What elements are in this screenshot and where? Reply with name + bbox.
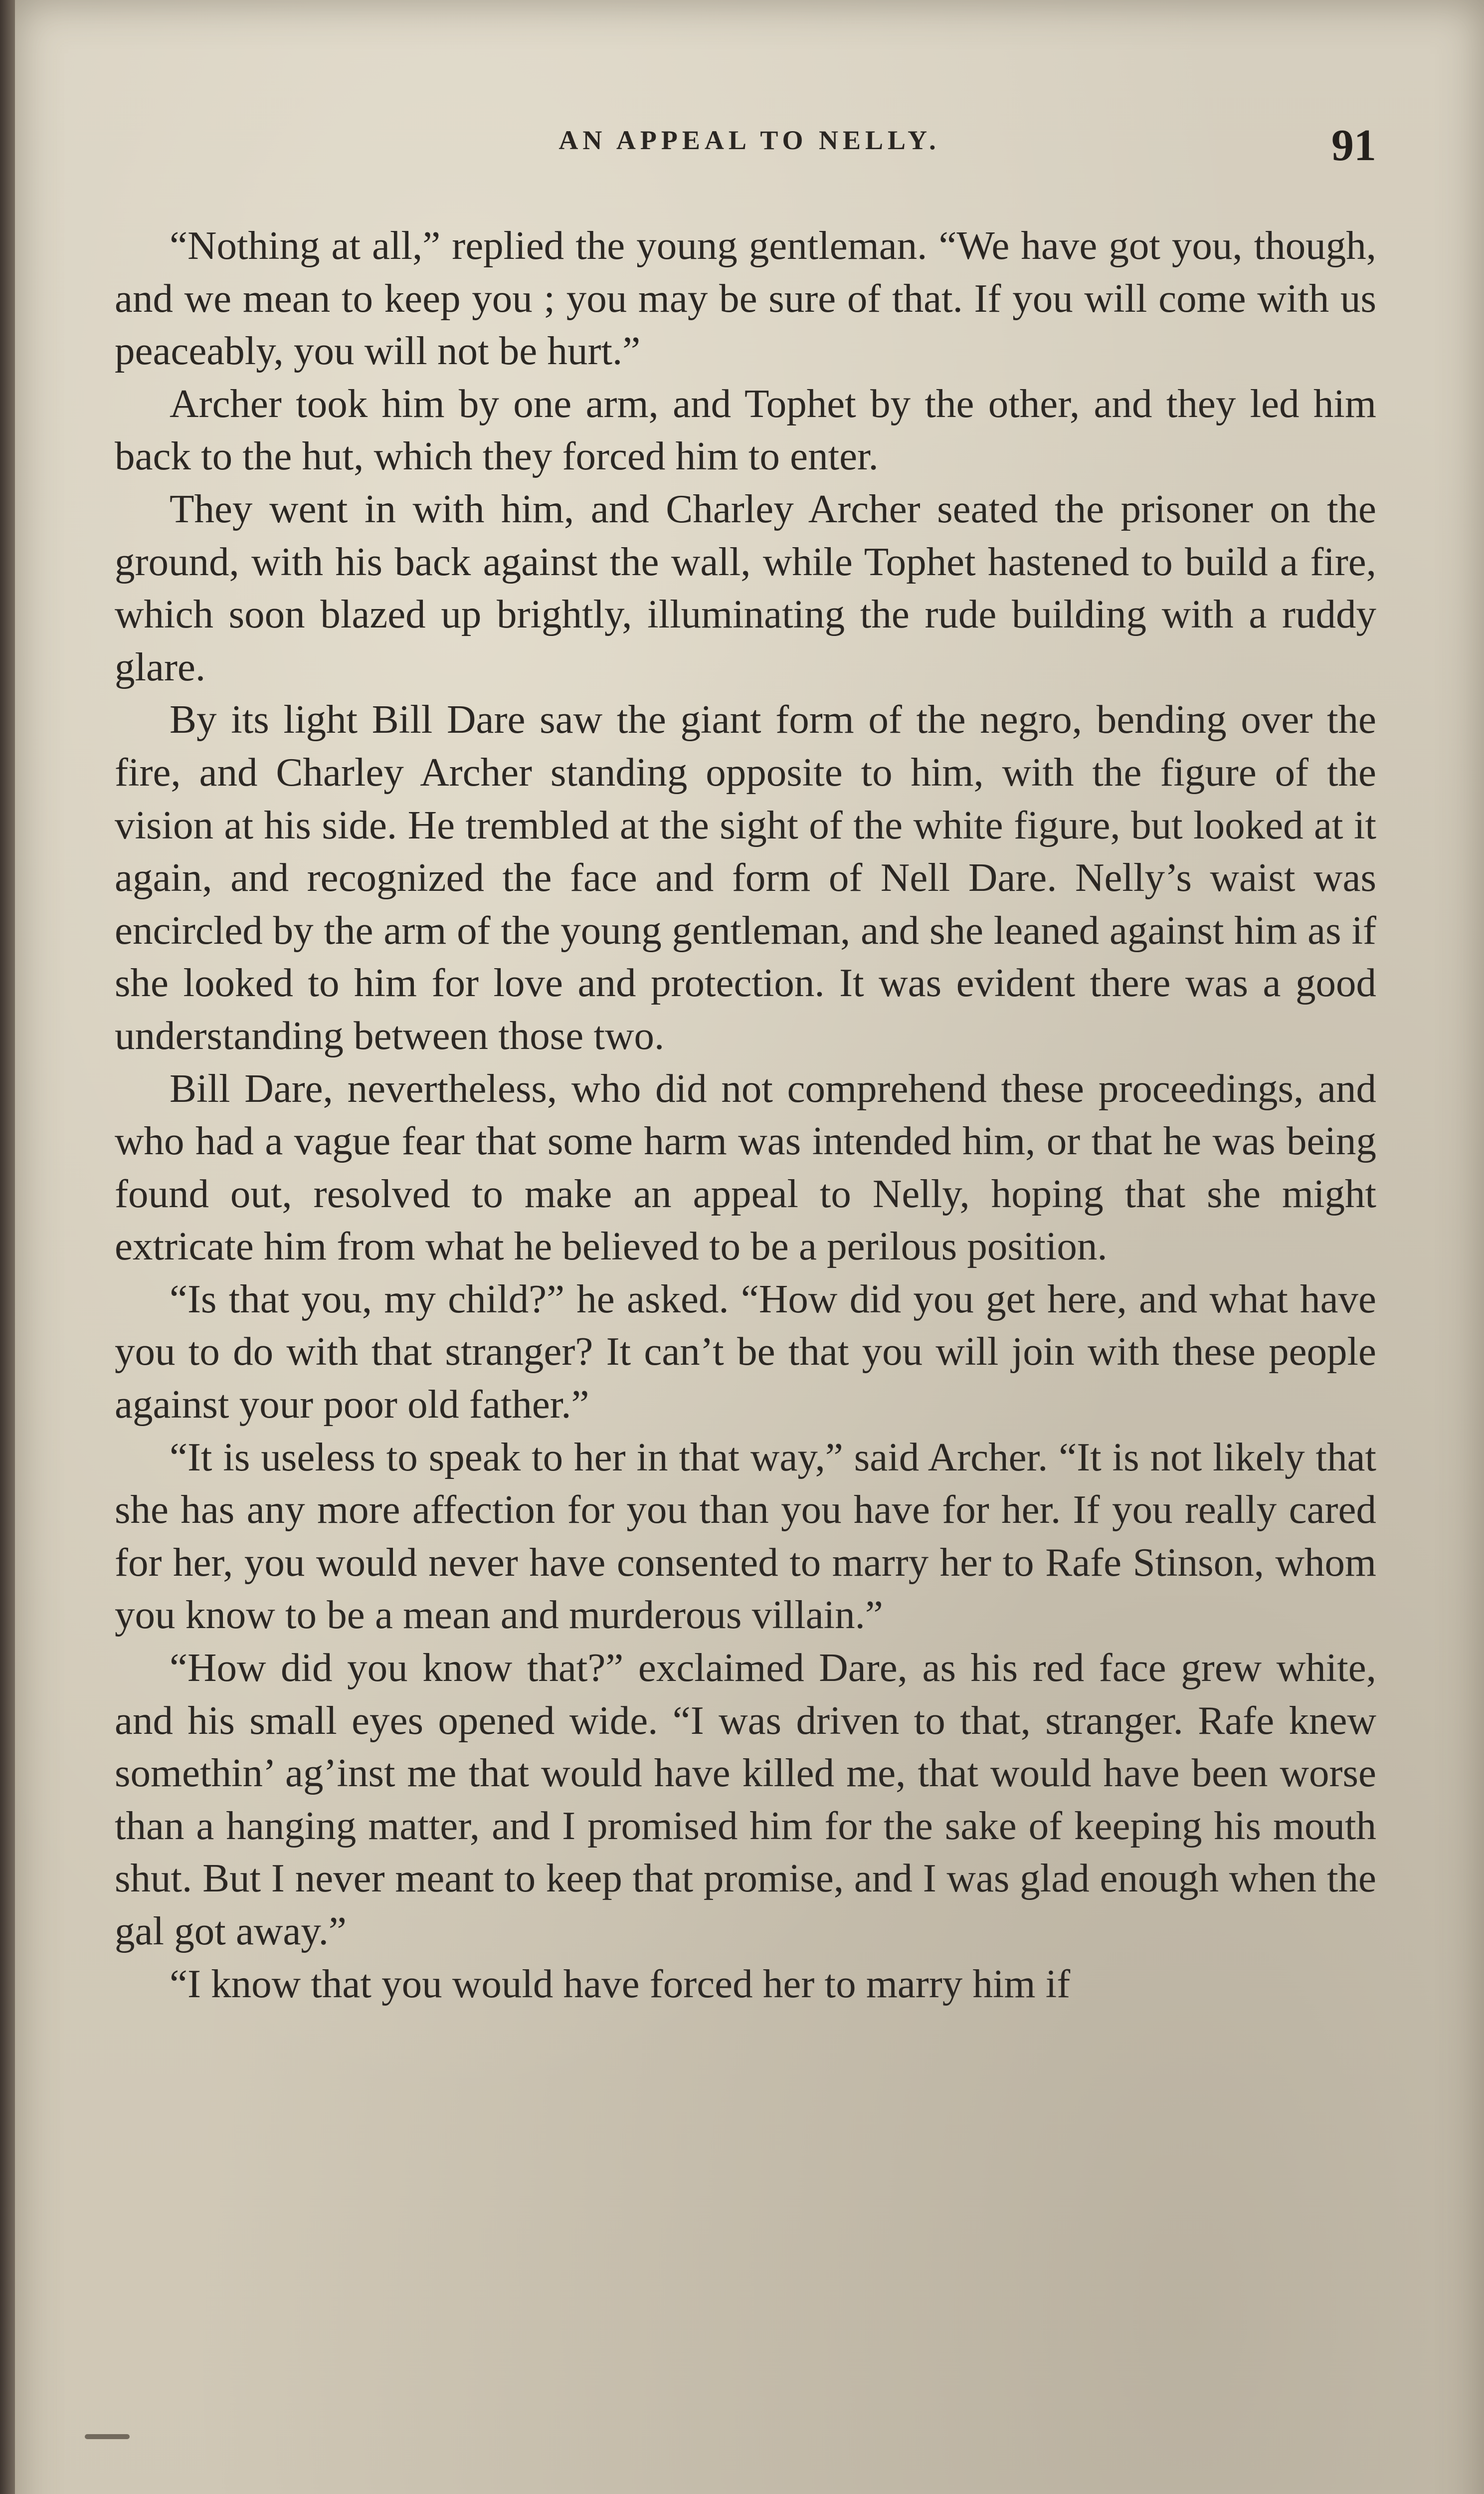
paragraph-2: Archer took him by one arm, and Tophet by the other, and they led him back to the hut, which they forced him to enter. (115, 381, 1376, 479)
book-page (15, 0, 1484, 2494)
paragraph-3: They went in with him, and Charley Archer seated the prisoner on the ground, with his back against the wall, while Tophet hastened to build a fire, which soon blazed up brightly, illuminating the rude building with a ruddy glare. (115, 486, 1376, 689)
body-text (115, 219, 1376, 2010)
page-header (15, 120, 1484, 180)
paragraph-4: By its light Bill Dare saw the giant form of the negro, bending over the fire, and Charley Archer standing opposite to him, with the figure of the vision at his side. He trembled at the sight of the white figure, but looked at it again, and recognized the face and form of Nell Dare. Nelly’s waist was encircled by the arm of the young gentleman, and she leaned against him as if she looked to him for love and protection. It was evident there was a good understanding between those two. (115, 697, 1376, 1058)
paragraph-7: “It is useless to speak to her in that way,” said Archer. “It is not likely that she has any more affection for you than you have for her. If you really cared for her, you would never have consented to marry her to Rafe Stinson, whom you know to be a mean and murderous villain.” (115, 1434, 1376, 1638)
paragraph-9: “I know that you would have forced her to marry him if (170, 1961, 1071, 2006)
ink-smudge (85, 2434, 130, 2439)
paragraph-6: “Is that you, my child?” he asked. “How did you get here, and what have you to do with that stranger? It can’t be that you will join with these people against your poor old father.” (115, 1276, 1376, 1427)
paragraph-8: “How did you know that?” exclaimed Dare, as his red face grew white, and his small eyes opened wide. “I was driven to that, stranger. Rafe knew somethin’ ag’inst me that would have killed me, that would have been worse than a hanging matter, and I promised him for the sake of keeping his mouth shut. But I never meant to keep that promise, and I was glad enough when the gal got away.” (115, 1645, 1376, 1953)
paragraph-1: “Nothing at all,” replied the young gentleman. “We have got you, though, and we mean to keep you ; you may be sure of that. If you will come with us peaceably, you will not be hurt.” (115, 223, 1376, 374)
page-number: 91 (1331, 121, 1376, 170)
paragraph-5: Bill Dare, nevertheless, who did not comprehend these proceedings, and who had a vague fear that some harm was intended him, or that he was being found out, resolved to make an appeal to Nelly, hoping that she might extricate him from what he believed to be a perilous position. (115, 1065, 1376, 1269)
running-title: AN APPEAL TO NELLY. (558, 125, 940, 155)
